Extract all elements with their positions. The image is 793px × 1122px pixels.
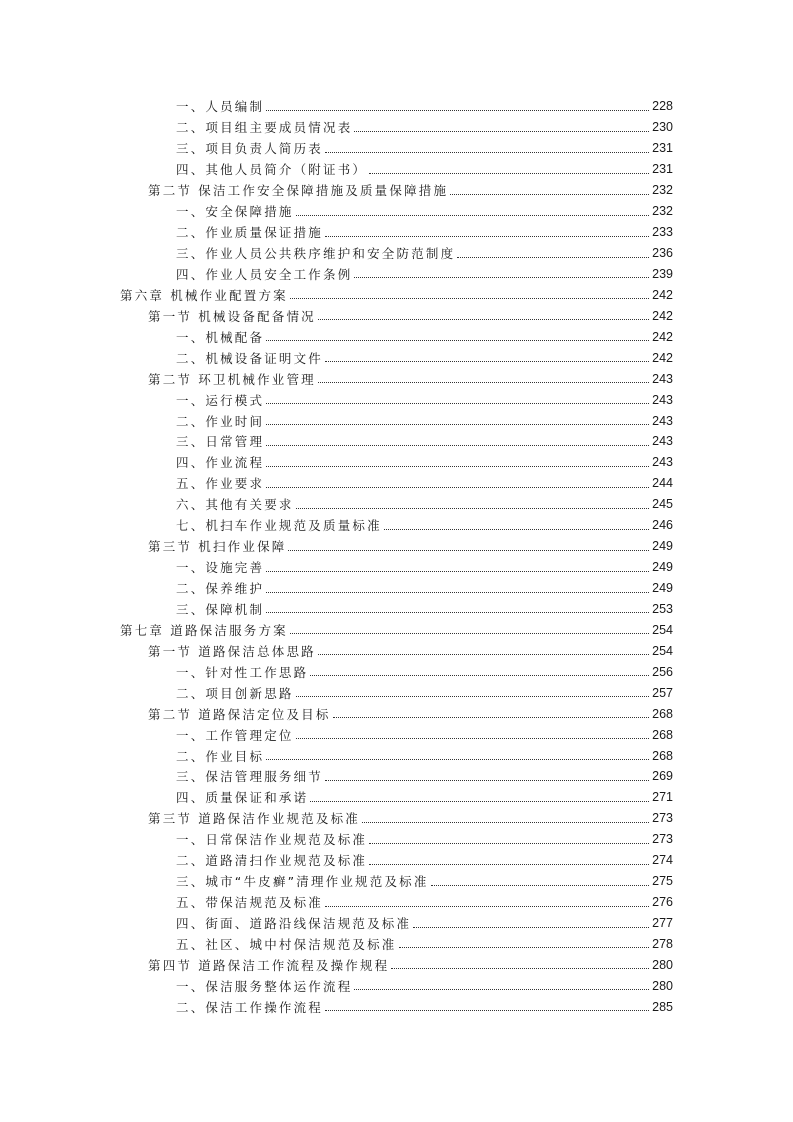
toc-entry-page-number: 249 [652, 560, 673, 575]
toc-entry-page-number: 275 [652, 874, 673, 889]
dot-leader [325, 780, 649, 781]
toc-entry-title: 三、保洁管理服务细节 [176, 769, 324, 785]
toc-entry-title: 三、项目负责人简历表 [176, 141, 324, 157]
toc-entry[interactable] [0, 619, 793, 640]
toc-entry-page-number: 242 [652, 308, 673, 323]
toc-entry-title: 六、其他有关要求 [176, 497, 294, 513]
toc-entry-page-number: 231 [652, 162, 673, 177]
toc-entry-title: 第三节 机扫作业保障 [148, 539, 287, 555]
toc-entry[interactable] [0, 452, 793, 473]
toc-entry-title: 七、机扫车作业规范及质量标准 [176, 518, 382, 534]
dot-leader [310, 801, 649, 802]
toc-entry-page-number: 278 [652, 936, 673, 951]
toc-entry[interactable] [0, 829, 793, 850]
toc-entry-page-number: 269 [652, 769, 673, 784]
toc-entry[interactable] [0, 473, 793, 494]
toc-entry[interactable] [0, 599, 793, 620]
toc-entry-title: 五、带保洁规范及标准 [176, 895, 324, 911]
toc-entry[interactable] [0, 347, 793, 368]
toc-entry-page-number: 245 [652, 497, 673, 512]
toc-entry[interactable] [0, 431, 793, 452]
toc-entry[interactable] [0, 703, 793, 724]
toc-entry-page-number: 231 [652, 141, 673, 156]
toc-entry-title: 五、社区、城中村保洁规范及标准 [176, 936, 397, 952]
toc-entry[interactable] [0, 682, 793, 703]
toc-entry-title: 三、日常管理 [176, 434, 265, 450]
toc-entry-page-number: 228 [652, 99, 673, 114]
toc-entry-title: 二、项目组主要成员情况表 [176, 120, 353, 136]
toc-entry-page-number: 230 [652, 120, 673, 135]
toc-entry-page-number: 242 [652, 287, 673, 302]
toc-entry-title: 第二节 环卫机械作业管理 [148, 371, 316, 387]
toc-entry-page-number: 246 [652, 518, 673, 533]
dot-leader [325, 906, 649, 907]
dot-leader [266, 445, 649, 446]
toc-entry-title: 一、工作管理定位 [176, 727, 294, 743]
toc-entry[interactable] [0, 494, 793, 515]
dot-leader [450, 194, 649, 195]
toc-entry[interactable] [0, 850, 793, 871]
toc-entry[interactable] [0, 975, 793, 996]
toc-entry-page-number: 273 [652, 832, 673, 847]
toc-entry-page-number: 236 [652, 246, 673, 261]
dot-leader [266, 110, 649, 111]
toc-entry-page-number: 249 [652, 581, 673, 596]
dot-leader [290, 633, 649, 634]
dot-leader [354, 989, 649, 990]
dot-leader [266, 466, 649, 467]
toc-entry[interactable] [0, 913, 793, 934]
toc-entry[interactable] [0, 264, 793, 285]
toc-entry[interactable] [0, 515, 793, 536]
dot-leader [325, 1010, 649, 1011]
toc-entry-page-number: 243 [652, 371, 673, 386]
toc-entry-page-number: 243 [652, 455, 673, 470]
toc-entry-page-number: 232 [652, 204, 673, 219]
toc-entry-title: 一、运行模式 [176, 392, 265, 408]
toc-entry-page-number: 274 [652, 853, 673, 868]
dot-leader [325, 236, 649, 237]
toc-entry-page-number: 254 [652, 643, 673, 658]
dot-leader [266, 592, 649, 593]
toc-entry-title: 一、人员编制 [176, 99, 265, 115]
toc-entry-title: 二、项目创新思路 [176, 685, 294, 701]
dot-leader [266, 487, 649, 488]
toc-entry-title: 二、机械设备证明文件 [176, 350, 324, 366]
toc-entry[interactable] [0, 892, 793, 913]
toc-entry-title: 一、保洁服务整体运作流程 [176, 978, 353, 994]
dot-leader [290, 298, 649, 299]
dot-leader [296, 508, 649, 509]
dot-leader [391, 968, 649, 969]
dot-leader [354, 131, 649, 132]
toc-entry-page-number: 256 [652, 664, 673, 679]
toc-entry-title: 一、针对性工作思路 [176, 664, 309, 680]
dot-leader [384, 529, 649, 530]
dot-leader [296, 215, 649, 216]
toc-entry-title: 二、作业质量保证措施 [176, 225, 324, 241]
toc-entry-title: 二、作业目标 [176, 748, 265, 764]
toc-entry-page-number: 249 [652, 539, 673, 554]
toc-entry-page-number: 276 [652, 895, 673, 910]
toc-entry[interactable] [0, 284, 793, 305]
toc-entry[interactable] [0, 724, 793, 745]
dot-leader [369, 173, 649, 174]
toc-entry-page-number: 280 [652, 957, 673, 972]
dot-leader [457, 257, 649, 258]
dot-leader [318, 654, 649, 655]
toc-entry[interactable] [0, 536, 793, 557]
toc-entry-page-number: 243 [652, 434, 673, 449]
toc-entry[interactable] [0, 871, 793, 892]
toc-entry[interactable] [0, 934, 793, 955]
dot-leader [354, 277, 649, 278]
toc-entry[interactable] [0, 96, 793, 117]
toc-entry-title: 二、道路清扫作业规范及标准 [176, 853, 368, 869]
toc-entry-title: 第一节 机械设备配备情况 [148, 308, 316, 324]
toc-entry-page-number: 268 [652, 727, 673, 742]
toc-entry[interactable] [0, 661, 793, 682]
dot-leader [310, 675, 649, 676]
toc-entry-title: 三、城市“牛皮癣”清理作业规范及标准 [176, 874, 429, 890]
dot-leader [362, 822, 649, 823]
toc-entry[interactable] [0, 180, 793, 201]
toc-entry-title: 第一节 道路保洁总体思路 [148, 643, 316, 659]
toc-entry-page-number: 273 [652, 811, 673, 826]
dot-leader [369, 843, 649, 844]
toc-entry-title: 三、保障机制 [176, 601, 265, 617]
toc-entry[interactable] [0, 326, 793, 347]
toc-entry-title: 五、作业要求 [176, 476, 265, 492]
toc-entry-page-number: 239 [652, 266, 673, 281]
toc-entry[interactable] [0, 578, 793, 599]
toc-entry[interactable] [0, 222, 793, 243]
toc-entry-page-number: 242 [652, 350, 673, 365]
toc-entry-page-number: 253 [652, 601, 673, 616]
toc-entry-page-number: 257 [652, 685, 673, 700]
toc-entry-title: 二、保洁工作操作流程 [176, 999, 324, 1015]
toc-entry[interactable] [0, 138, 793, 159]
toc-entry[interactable] [0, 201, 793, 222]
toc-entry-title: 四、质量保证和承诺 [176, 790, 309, 806]
toc-entry-page-number: 280 [652, 978, 673, 993]
dot-leader [318, 382, 649, 383]
toc-entry[interactable] [0, 410, 793, 431]
dot-leader [318, 319, 649, 320]
toc-entry[interactable] [0, 368, 793, 389]
toc-entry-page-number: 232 [652, 183, 673, 198]
toc-entry-page-number: 277 [652, 916, 673, 931]
toc-entry[interactable] [0, 243, 793, 264]
toc-entry-title: 第六章 机械作业配置方案 [120, 287, 288, 303]
dot-leader [266, 612, 649, 613]
toc-entry-title: 一、机械配备 [176, 329, 265, 345]
toc-entry-title: 四、街面、道路沿线保洁规范及标准 [176, 916, 412, 932]
dot-leader [369, 864, 649, 865]
toc-entry-title: 一、日常保洁作业规范及标准 [176, 832, 368, 848]
dot-leader [266, 403, 649, 404]
toc-entry-title: 三、作业人员公共秩序维护和安全防范制度 [176, 246, 456, 262]
toc-entry-title: 一、安全保障措施 [176, 204, 294, 220]
toc-entry[interactable] [0, 389, 793, 410]
dot-leader [296, 738, 649, 739]
toc-entry-title: 第三节 道路保洁作业规范及标准 [148, 811, 360, 827]
toc-entry-title: 四、其他人员简介（附证书） [176, 162, 368, 178]
dot-leader [333, 717, 649, 718]
table-of-contents [0, 96, 793, 1017]
dot-leader [296, 696, 649, 697]
dot-leader [288, 550, 649, 551]
toc-entry-page-number: 268 [652, 748, 673, 763]
toc-entry-page-number: 244 [652, 476, 673, 491]
toc-entry-title: 第二节 保洁工作安全保障措施及质量保障措施 [148, 183, 449, 199]
dot-leader [399, 947, 649, 948]
toc-entry[interactable] [0, 745, 793, 766]
toc-entry[interactable] [0, 117, 793, 138]
dot-leader [431, 885, 649, 886]
toc-entry-title: 第七章 道路保洁服务方案 [120, 622, 288, 638]
toc-entry-title: 二、作业时间 [176, 413, 265, 429]
toc-entry-page-number: 268 [652, 706, 673, 721]
toc-entry[interactable] [0, 766, 793, 787]
toc-entry-page-number: 254 [652, 622, 673, 637]
toc-entry[interactable] [0, 305, 793, 326]
toc-entry[interactable] [0, 640, 793, 661]
toc-entry-page-number: 285 [652, 999, 673, 1014]
toc-entry[interactable] [0, 808, 793, 829]
toc-entry-title: 二、保养维护 [176, 581, 265, 597]
toc-entry[interactable] [0, 787, 793, 808]
toc-entry-page-number: 271 [652, 790, 673, 805]
toc-entry-page-number: 233 [652, 225, 673, 240]
toc-entry[interactable] [0, 954, 793, 975]
dot-leader [413, 927, 649, 928]
dot-leader [266, 424, 649, 425]
toc-entry-page-number: 242 [652, 329, 673, 344]
toc-entry[interactable] [0, 996, 793, 1017]
dot-leader [325, 361, 649, 362]
toc-entry-title: 第二节 道路保洁定位及目标 [148, 706, 331, 722]
dot-leader [266, 759, 649, 760]
dot-leader [266, 571, 649, 572]
toc-entry-title: 四、作业流程 [176, 455, 265, 471]
dot-leader [266, 340, 649, 341]
toc-entry[interactable] [0, 557, 793, 578]
toc-entry-page-number: 243 [652, 392, 673, 407]
toc-entry-title: 四、作业人员安全工作条例 [176, 266, 353, 282]
toc-entry-title: 一、设施完善 [176, 560, 265, 576]
toc-entry-title: 第四节 道路保洁工作流程及操作规程 [148, 957, 390, 973]
toc-entry-page-number: 243 [652, 413, 673, 428]
dot-leader [325, 152, 649, 153]
toc-entry[interactable] [0, 159, 793, 180]
